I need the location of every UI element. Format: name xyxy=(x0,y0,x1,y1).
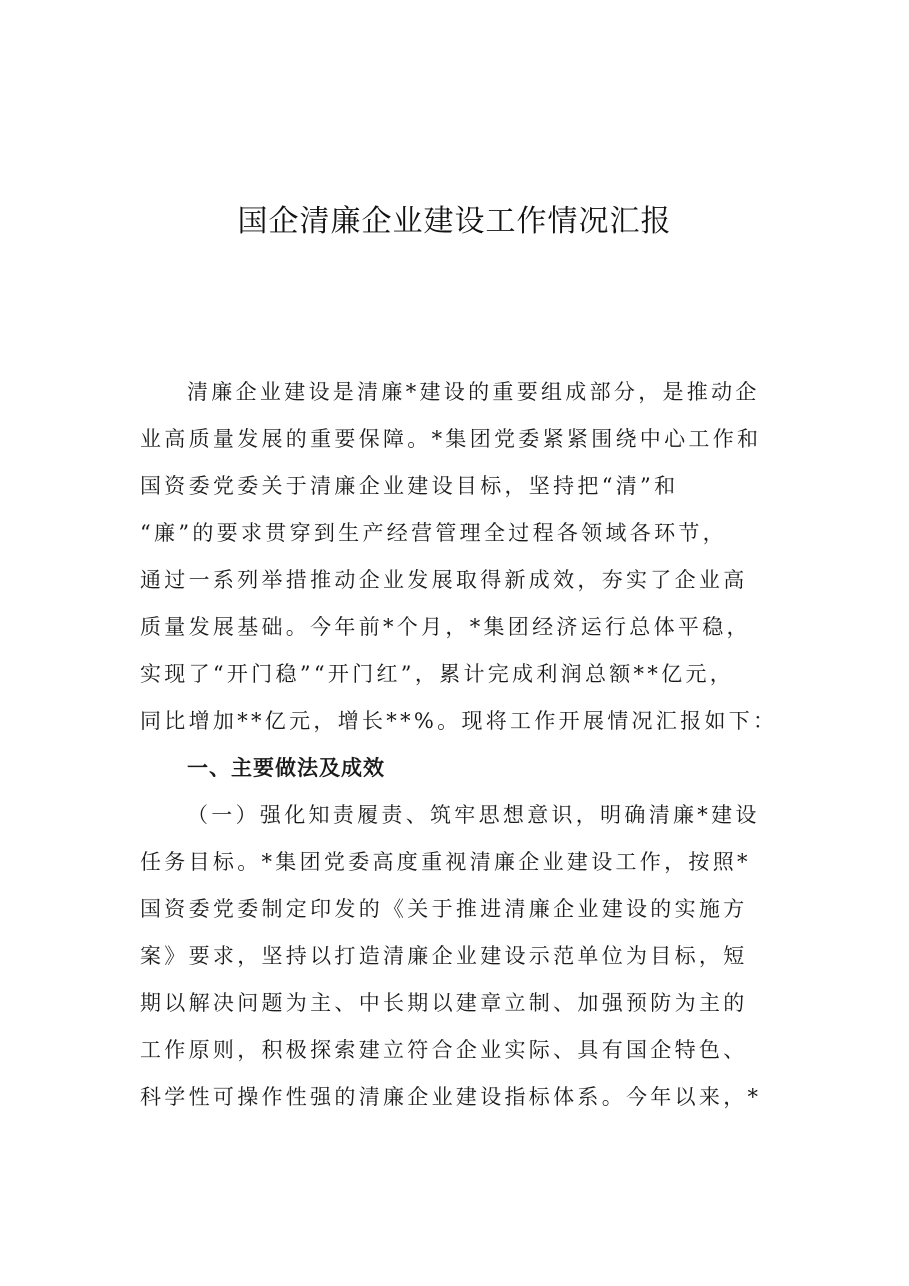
paragraph-line: 国资委党委制定印发的《关于推进清廉企业建设的实施方 xyxy=(140,897,748,921)
paragraph-line: 清廉企业建设是清廉*建设的重要组成部分，是推动企 xyxy=(187,380,760,404)
document-title: 国企清廉企业建设工作情况汇报 xyxy=(237,204,672,239)
paragraph-line: 期以解决问题为主、中长期以建章立制、加强预防为主的 xyxy=(140,991,748,1015)
paragraph-line: “廉”的要求贯穿到生产经营管理全过程各领域各环节， xyxy=(140,521,727,545)
paragraph-line: 实现了“开门稳”“开门红”，累计完成利润总额**亿元， xyxy=(140,662,735,686)
paragraph-line: 同比增加**亿元，增长**%。现将工作开展情况汇报如下： xyxy=(140,709,778,733)
paragraph-line: 工作原则，积极探索建立符合企业实际、具有国企特色、 xyxy=(140,1038,748,1062)
paragraph-line: 通过一系列举措推动企业发展取得新成效，夯实了企业高 xyxy=(140,568,748,592)
section-heading: 一、主要做法及成效 xyxy=(187,756,385,780)
paragraph-line: 案》要求，坚持以打造清廉企业建设示范单位为目标，短 xyxy=(140,944,748,968)
paragraph-line: 科学性可操作性强的清廉企业建设指标体系。今年以来，* xyxy=(140,1085,762,1109)
paragraph-line: （一）强化知责履责、筑牢思想意识，明确清廉*建设 xyxy=(187,803,760,827)
paragraph-line: 质量发展基础。今年前*个月，*集团经济运行总体平稳， xyxy=(140,615,751,639)
paragraph-line: 业高质量发展的重要保障。*集团党委紧紧围绕中心工作和 xyxy=(140,427,762,451)
paragraph-line: 任务目标。*集团党委高度重视清廉企业建设工作，按照* xyxy=(140,850,751,874)
paragraph-line: 国资委党委关于清廉企业建设目标，坚持把“清”和 xyxy=(140,474,679,498)
